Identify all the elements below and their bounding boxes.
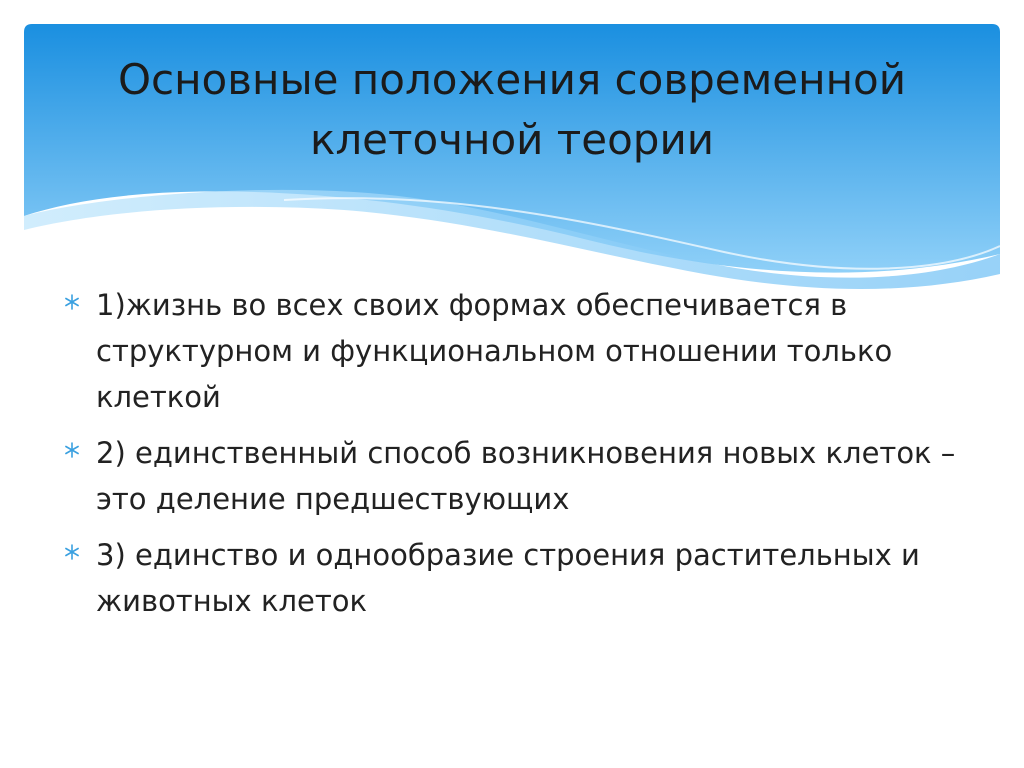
bullet-item xyxy=(60,532,960,624)
bullet-text: 1)жизнь во всех своих формах обеспечивается в структурном и функциональном отношении только клеткой xyxy=(96,288,893,414)
bullet-text: 3) единство и однообразие строения растительных и животных клеток xyxy=(96,538,920,618)
slide-title-line: клеточной теории xyxy=(309,115,715,164)
bullet-item xyxy=(60,430,960,522)
snowflake-icon xyxy=(64,294,80,310)
bullet-list xyxy=(60,282,960,634)
snowflake-icon xyxy=(64,442,80,458)
slide-title-line: Основные положения современной xyxy=(117,55,907,104)
bullet-item xyxy=(60,282,960,420)
slide-title xyxy=(24,50,1000,170)
bullet-text: 2) единственный способ возникновения новых клеток – это деление предшествующих xyxy=(96,436,956,516)
snowflake-icon xyxy=(64,544,80,560)
